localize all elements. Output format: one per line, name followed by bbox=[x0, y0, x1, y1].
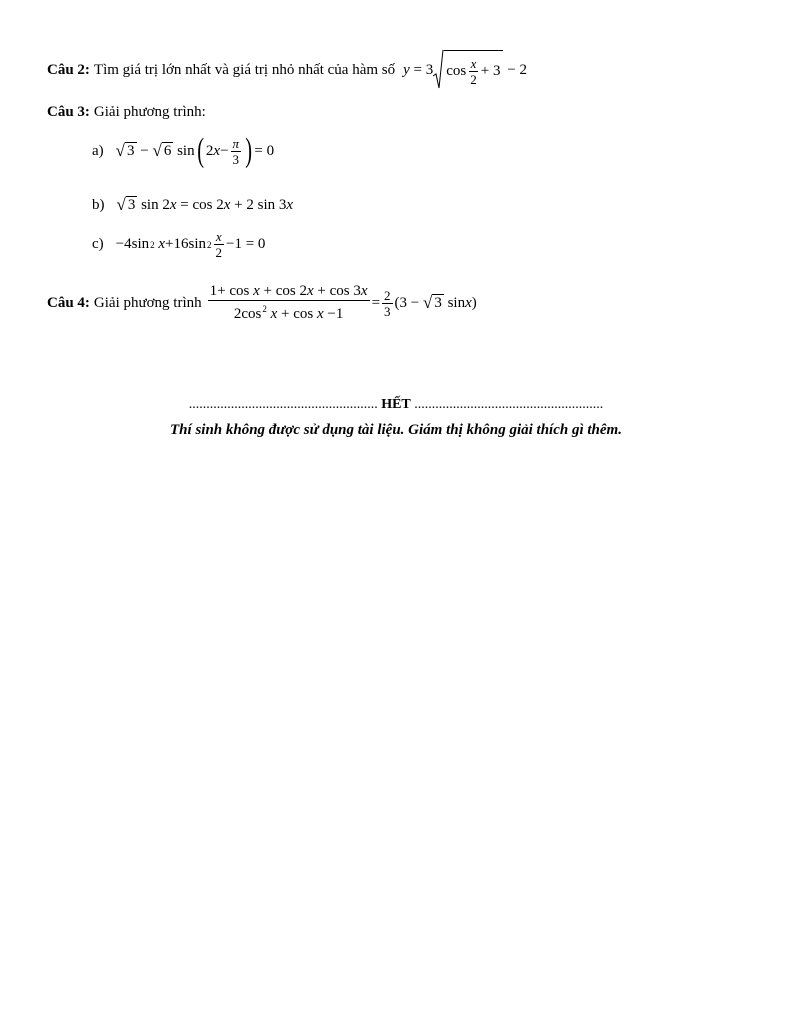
question-3 bbox=[47, 104, 206, 121]
end-marker: HẾT bbox=[381, 397, 411, 412]
trailing-dots: ...................................................... bbox=[414, 397, 604, 412]
question-4-label: Câu 4: bbox=[47, 294, 90, 311]
item-c-formula: −4sin 2 x +16sin 2 $\frac{x}{2}$ −1 = 0 bbox=[115, 229, 266, 260]
question-3-label: Câu 3: bbox=[47, 104, 90, 120]
question-2 bbox=[47, 50, 527, 90]
question-4 bbox=[47, 284, 477, 322]
question-4-text: Giải phương trình bbox=[93, 294, 202, 311]
leading-dots: ...................................................... bbox=[188, 397, 378, 412]
exam-note bbox=[0, 422, 792, 439]
question-2-label: Câu 2: bbox=[47, 61, 90, 78]
sqrt-symbol: cos $\frac{x}{2}$ + 3 bbox=[433, 50, 503, 90]
end-marker-line bbox=[0, 397, 792, 413]
question-3-text: Giải phương trình: bbox=[93, 104, 206, 120]
question-3-item-c bbox=[92, 230, 265, 259]
item-c-label: c) bbox=[92, 236, 104, 252]
item-b-formula: √ 3 sin 2 x = cos 2 x + 2 sin 3 x bbox=[116, 195, 294, 214]
item-b-label: b) bbox=[92, 196, 105, 213]
question-2-text: Tìm giá trị lớn nhất và giá trị nhỏ nhất của hàm số bbox=[93, 61, 396, 78]
item-a-label: a) bbox=[92, 142, 104, 159]
question-4-formula: $\frac{\text{1+ cos x + cos 2x + cos 3x}}{2\cos^2 x + \cos x -1}$ = $\frac{2}{3}$ (3 − √ 3 sin x ) bbox=[209, 283, 477, 322]
question-3-item-b bbox=[92, 196, 293, 214]
item-a-formula: √ 3 − √ 6 sin ( 2 x − $\frac{\pi}{3}$ ) = 0 bbox=[115, 132, 275, 169]
question-3-item-a bbox=[92, 132, 275, 169]
question-2-formula: y = 3 cos $\frac{x}{2}$ + 3 − 2 bbox=[403, 50, 527, 90]
exam-note-text: Thí sinh không được sử dụng tài liệu. Giám thị không giải thích gì thêm. bbox=[170, 422, 622, 438]
